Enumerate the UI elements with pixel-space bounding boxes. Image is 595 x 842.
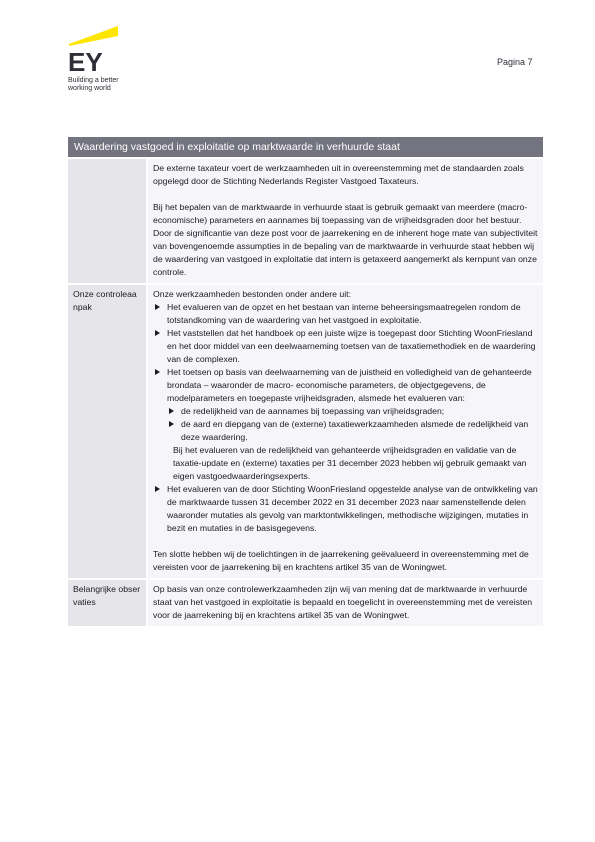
paragraph: Ten slotte hebben wij de toelichtingen in de jaarrekening geëvalueerd in overeenstemming met de vereisten voor de jaarrekening bij en krachtens artikel 35 van de Woningwet. <box>153 549 529 572</box>
row-controleaanpak-body <box>148 283 543 578</box>
table-row <box>68 578 543 626</box>
list-item: Het evalueren van de opzet en het bestaan van interne beheersingsmaatregelen rondom de totstandkoming van de waardering van het vastgoed in exploitatie. <box>153 301 538 327</box>
section-title: Waardering vastgoed in exploitatie op marktwaarde in verhuurde staat <box>68 137 543 157</box>
row-label-controleaanpak: Onze controleaanpak <box>68 283 148 578</box>
list-item: de redelijkheid van de aannames bij toepassing van vrijheidsgraden; <box>167 405 538 418</box>
paragraph: Onze werkzaamheden bestonden onder andere uit: <box>153 289 352 299</box>
list-item: Het evalueren van de door Stichting WoonFriesland opgestelde analyse van de ontwikkeling van de marktwaarde tussen 31 december 2022 en 31 december 2023 naar samenstellende delen waaronder mutaties als gevolg van marktontwikkelingen, methodische wijzigingen, mutaties in bezit en mutaties in de basisgegevens. <box>153 483 538 535</box>
key-audit-matter-table <box>68 137 543 626</box>
logo-beam <box>69 26 118 46</box>
list-item-continuation: Bij het evalueren van de redelijkheid van gehanteerde vrijheidsgraden en validatie van de taxatie-update en (externe) taxaties per 31 december 2023 hebben wij gebruik gemaakt van eigen vastgoedwaarderingsexperts. <box>173 445 527 481</box>
logo-text: EY <box>68 47 103 72</box>
list-item <box>153 366 538 483</box>
row-label-observaties: Belangrijke observaties <box>68 578 148 626</box>
sub-bullet-list <box>167 405 538 444</box>
paragraph: Op basis van onze controlewerkzaamheden zijn wij van mening dat de marktwaarde in verhuurde staat van het vastgoed in exploitatie is bepaald en toegelicht in overeenstemming met de vereisten voor de jaarrekening bij en krachtens artikel 35 van de Woningwet. <box>153 584 533 620</box>
ey-logo <box>68 24 138 96</box>
list-item-text: Het toetsen op basis van deelwaarneming van de juistheid en volledigheid van de gehanteerde brondata – waaronder de macro- economische parameters, de objectgegevens, de modelparameters en toegepaste vrijheidsgraden, alsmede het evalueren van: <box>167 367 532 403</box>
tagline-line-2: working world <box>68 85 111 92</box>
paragraph: De externe taxateur voert de werkzaamheden uit in overeenstemming met de standaarden zoals opgelegd door de Stichting Nederlands Register Vastgoed Taxateurs. <box>153 163 524 186</box>
ey-logo-mark <box>68 24 120 72</box>
tagline-line-1: Building a better <box>68 77 119 84</box>
logo-tagline <box>68 77 119 93</box>
list-item: Het vaststellen dat het handboek op een juiste wijze is toegepast door Stichting WoonFriesland en het door middel van een deelwaarneming toetsen van de taxatiemethodiek en de waardering van de complexen. <box>153 327 538 366</box>
table-row <box>68 283 543 578</box>
page-number: Pagina 7 <box>497 57 533 67</box>
paragraph: Bij het bepalen van de marktwaarde in verhuurde staat is gebruik gemaakt van meerdere (macro-economische) parameters en aannames bij toepassing van de vrijheidsgraden door het bestuur. Door de significantie van deze post voor de jaarrekening en de inherent hoge mate van subjectiviteit van bovengenoemde assumpties in de bepaling van de marktwaarde in verhuurde staat hebben wij de waardering van vastgoed in exploitatie dat intern is getaxeerd aangemerkt als kernpunt van onze controle. <box>153 202 538 277</box>
table-row <box>68 157 543 283</box>
list-item: de aard en diepgang van de (externe) taxatiewerkzaamheden alsmede de redelijkheid van deze waardering. <box>167 418 538 444</box>
row-label-empty <box>68 157 148 283</box>
row-observaties-body <box>148 578 543 626</box>
bullet-list <box>153 301 538 535</box>
row-description <box>148 157 543 283</box>
